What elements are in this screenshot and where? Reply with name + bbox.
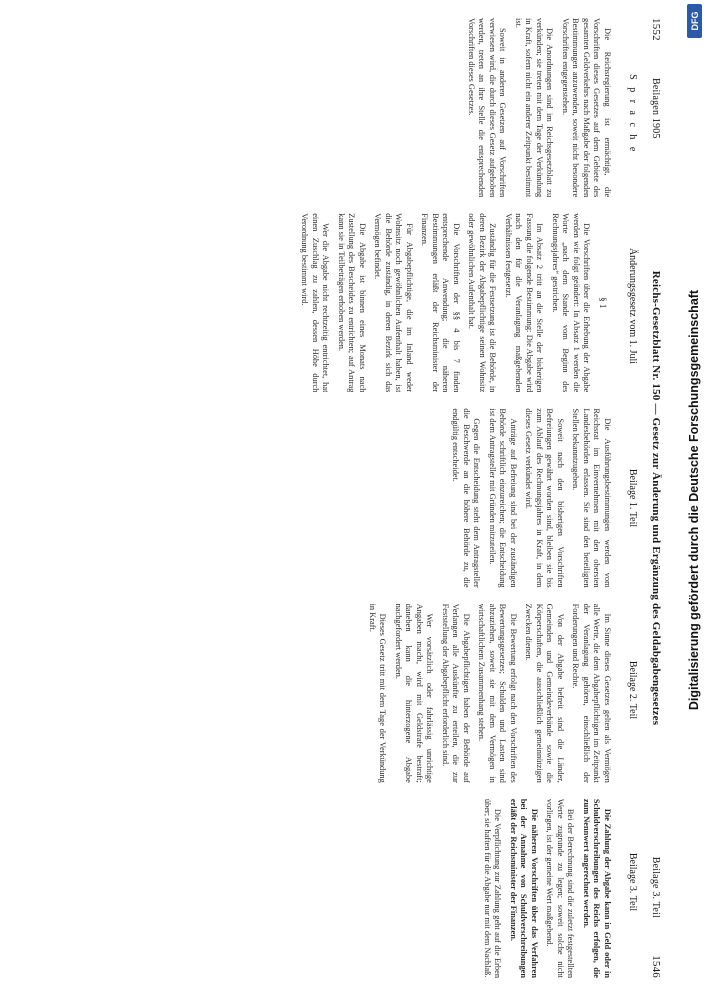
- paragraph: Soweit nach den bisherigen Vorschriften Befreiungen gewährt worden sind, bleiben sie bis zum Ablauf des Rechnungsjahres in Kraft, in dem dieses Gesetz verkündet wird.: [524, 408, 565, 588]
- paragraph: Von der Abgabe befreit sind die Länder, Gemeinden und Gemeindeverbände sowie die Körperschaften, die ausschließlich gemeinnützigen Zwecken dienen.: [524, 603, 565, 783]
- paragraph: Die Reichsregierung ist ermächtigt, die Vorschriften dieses Gesetzes auf dem Gebiete des gesamten Geldverkehrs nach Maßgabe der folgenden Bestimmungen anzuwenden, soweit nicht besondere Vorschriften entgegenstehen.: [561, 18, 612, 198]
- paragraph: Im Absatz 2 tritt an die Stelle der bisherigen Fassung die folgende Bestimmung: Die Abgabe wird nach den für die Veranlagung maßgebenden Verhältnissen festgesetzt.: [504, 213, 545, 393]
- subhead-4: Beilage 3. Teil: [627, 852, 638, 912]
- dfg-side-banner: [682, 0, 707, 1000]
- paragraph-bold: Die näheren Vorschriften über das Verfahren bei der Annahme von Schuldverschreibungen erläßt der Reichsminister der Finanzen.: [509, 798, 539, 979]
- paragraph: Bei der Berechnung sind die zuletzt festgestellten Werte zugrunde zu legen; soweit solche nicht vorliegen, ist der gemeine Wert maßgebend.: [545, 798, 576, 979]
- subhead-2: Beilage 1. Teil: [627, 468, 638, 528]
- section-heading: § 1: [598, 297, 608, 309]
- paragraph: Die Bewertung erfolgt nach den Vorschriften des Bewertungsgesetzes; Schulden und Lasten sind abzuziehen, soweit sie mit dem Vermögen in wirtschaftlichem Zusammenhang stehen.: [477, 603, 518, 783]
- section-label-left: Beilagen 1905: [650, 78, 661, 139]
- running-header: [642, 18, 662, 978]
- dfg-logo-icon: [687, 4, 702, 38]
- paragraph: Die Vorschriften der §§ 4 bis 7 finden entsprechende Anwendung; die näheren Bestimmungen erläßt der Reichsminister der Finanzen.: [420, 213, 461, 393]
- paragraph: Die Vorschriften über die Erhebung der Abgabe werden wie folgt geändert: In Absatz 1 werden die Worte „nach dem Stande vom Beginn des Rechnungsjahres“ gestrichen.: [551, 213, 592, 393]
- paragraph: Anträge auf Befreiung sind bei der zuständigen Behörde schriftlich einzureichen; die Entscheidung ist dem Antragsteller mit Gründen mitzuteilen.: [488, 408, 518, 588]
- text-column-2: [26, 213, 612, 392]
- dfg-logo-text: DFG: [689, 11, 700, 31]
- running-title: Reichs-Gesetzblatt Nr. 150 — Gesetz zur Änderung und Ergänzung des Geldabgabengesetzes: [650, 270, 662, 726]
- text-column-4: [26, 604, 612, 783]
- column-subheads: [627, 18, 638, 978]
- paragraph: Wer die Abgabe nicht rechtzeitig entrichtet, hat einen Zuschlag zu zahlen, dessen Höhe durch Verordnung bestimmt wird.: [300, 213, 331, 393]
- page-content: [26, 18, 662, 978]
- paragraph: Wer vorsätzlich oder fahrlässig unrichtige Angaben macht, wird mit Geldstrafe bestraft; daneben kann die hinterzogene Abgabe nachgefordert werden.: [394, 603, 435, 783]
- paragraph: Die Verpflichtung zur Zahlung geht auf die Erben über; sie haften für die Abgabe nur mit dem Nachlaß.: [483, 798, 503, 979]
- text-column-1: [26, 18, 612, 197]
- paragraph: Zuständig für die Festsetzung ist die Behörde, in deren Bezirk der Abgabepflichtige seinen Wohnsitz oder gewöhnlichen Aufenthalt hat.: [467, 213, 498, 393]
- paragraph: Die Abgabe ist binnen eines Monats nach Zustellung des Bescheides zu entrichten; auf Antrag kann sie in Teilbeträgen erhoben werden.: [337, 213, 367, 393]
- text-column-5: [26, 799, 612, 978]
- page-number-left: 1552: [650, 18, 662, 41]
- page-number-right: 1546: [650, 955, 662, 978]
- paragraph: Im Sinne dieses Gesetzes gelten als Vermögen alle Werte, die dem Abgabepflichtigen im Zeitpunkt der Veranlagung gehören, einschließlich der Forderungen und Rechte.: [571, 603, 612, 783]
- subhead-3: Beilage 2. Teil: [627, 660, 638, 720]
- paragraph-bold: Die Zahlung der Abgabe kann in Geld oder in Schuldverschreibungen des Reichs erfolgen, die zum Nennwert angerechnet werden.: [582, 798, 612, 979]
- subhead-1: Änderungsgesetz vom 1. Juli: [627, 247, 638, 365]
- paragraph: Die Ausführungsbestimmungen werden vom Reichsrat im Einvernehmen mit den obersten Landesbehörden erlassen. Sie sind den beteiligten Stellen bekanntzugeben.: [571, 408, 612, 588]
- digitization-credit: Digitalisierung gefördert durch die Deutsche Forschungsgemeinschaft: [687, 289, 701, 711]
- paragraph: Die Anordnungen sind im Reichsgesetzblatt zu verkünden; sie treten mit dem Tage der Verkündung in Kraft, sofern nicht ein anderer Zeitpunkt bestimmt ist.: [514, 18, 555, 198]
- subhead-0: S p r a c h e: [627, 74, 638, 154]
- section-label-right: Beilage 3. Teil: [650, 856, 661, 918]
- text-columns: [26, 18, 612, 978]
- paragraph: Dieses Gesetz tritt mit dem Tage der Verkündung in Kraft.: [368, 603, 388, 783]
- paragraph: Für Abgabepflichtige, die im Inland weder Wohnsitz noch gewöhnlichen Aufenthalt haben, ist die Behörde zuständig, in deren Bezirk sich das Vermögen befindet.: [373, 213, 414, 393]
- paragraph: Gegen die Entscheidung steht dem Antragsteller die Beschwerde an die höhere Behörde zu, die endgültig entscheidet.: [451, 408, 482, 588]
- paragraph: Die Abgabepflichtigen haben der Behörde auf Verlangen alle Auskünfte zu erteilen, die zur Feststellung der Abgabepflicht erforderlich sind.: [441, 603, 471, 783]
- text-column-3: [26, 408, 612, 587]
- paragraph: Soweit in anderen Gesetzen auf Vorschriften verwiesen wird, die durch dieses Gesetz aufgehoben werden, treten an ihre Stelle die entsprechenden Vorschriften dieses Gesetzes.: [467, 18, 508, 198]
